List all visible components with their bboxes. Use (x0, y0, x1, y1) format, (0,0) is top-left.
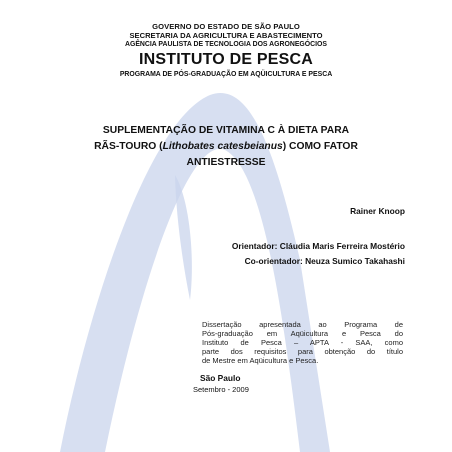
dissertation-line: parte dos requisitos para obtenção do título (202, 347, 403, 356)
dissertation-line: de Mestre em Aqüicultura e Pesca. (202, 356, 319, 365)
author-name: Rainer Knoop (350, 206, 405, 216)
institute-name: INSTITUTO DE PESCA (139, 51, 313, 68)
species-name: Lithobates catesbeianus (162, 141, 283, 152)
title-line-2 (0, 141, 452, 152)
watermark-fin (175, 175, 192, 300)
header-agency: AGÊNCIA PAULISTA DE TECNOLOGIA DOS AGRONEGÓCIOS (124, 41, 327, 48)
header-secretariat: SECRETARIA DA AGRICULTURA E ABASTECIMENTO (129, 31, 323, 40)
co-advisor: Co-orientador: Neuza Sumico Takahashi (244, 256, 405, 266)
title-line-2-pre: RÃS-TOURO ( (94, 141, 163, 152)
dissertation-statement (202, 320, 403, 365)
advisor: Orientador: Cláudia Maris Ferreira Mostério (231, 241, 405, 251)
header-government: GOVERNO DO ESTADO DE SÃO PAULO (152, 22, 300, 31)
dissertation-line: Dissertação apresentada ao Programa de (202, 320, 403, 329)
program-name: PROGRAMA DE PÓS-GRADUAÇÃO EM AQÜICULTURA E PESCA (119, 71, 333, 78)
city: São Paulo (200, 373, 241, 383)
dissertation-line: Pós-graduação em Aqüicultura e Pesca do (202, 329, 403, 338)
title-line-1: SUPLEMENTAÇÃO DE VITAMINA C À DIETA PARA (102, 125, 350, 136)
date: Setembro - 2009 (193, 385, 249, 394)
title-line-3: ANTIESTRESSE (186, 157, 266, 168)
dissertation-line: Instituto de Pesca – APTA - SAA, como (202, 338, 403, 347)
title-line-2-post: ) COMO FATOR (282, 141, 358, 152)
